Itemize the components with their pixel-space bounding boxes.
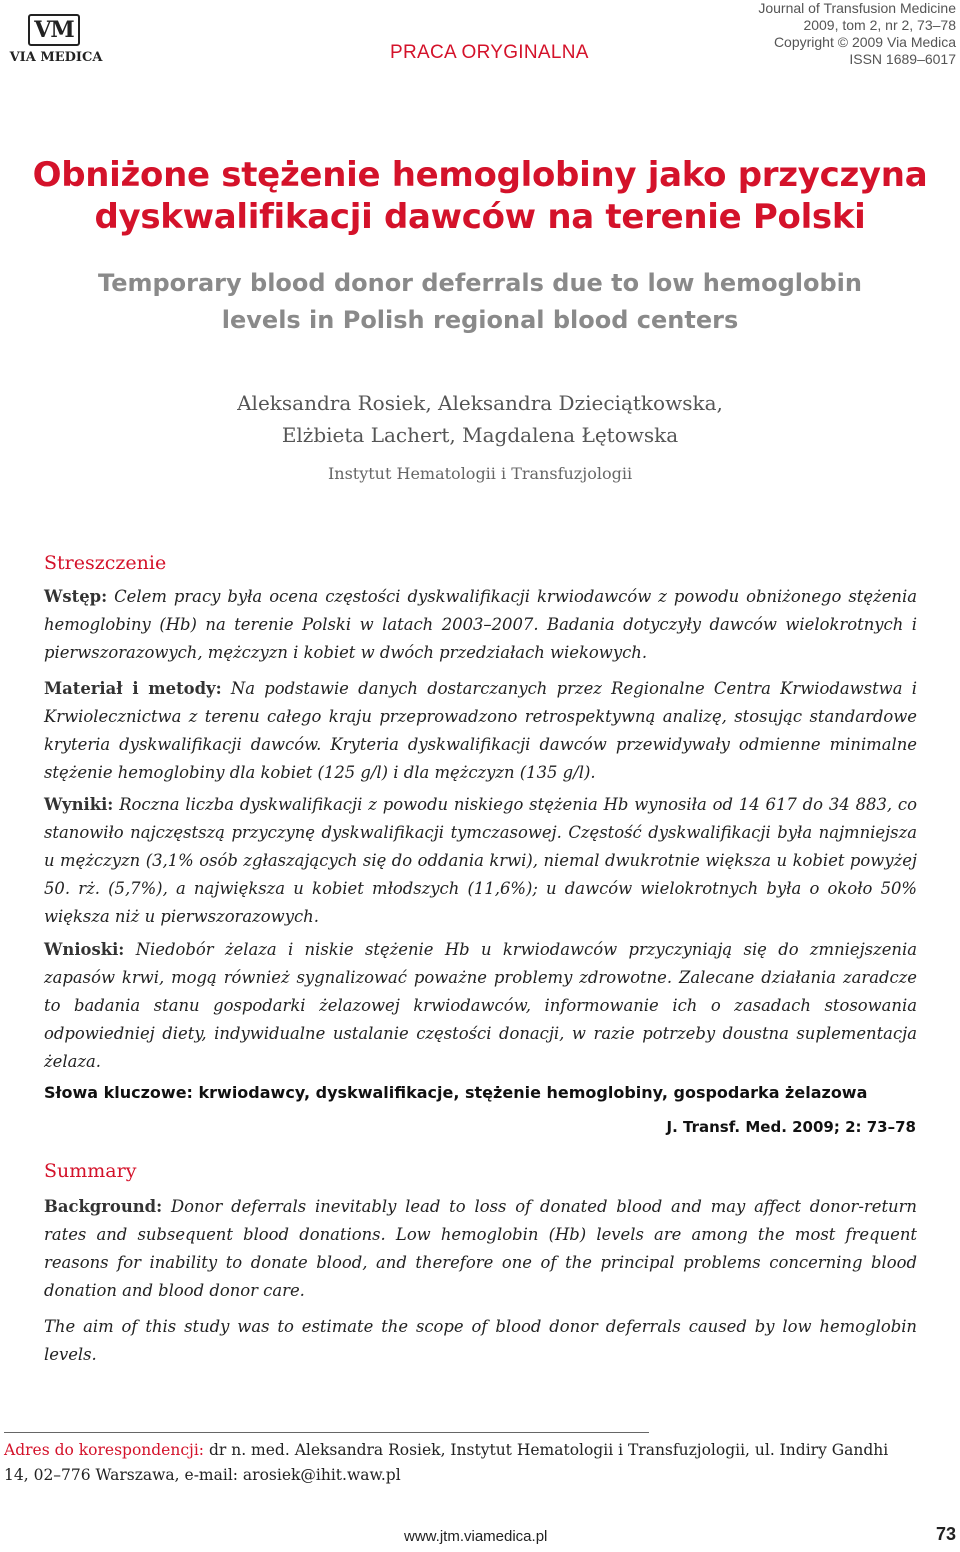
title-pl-line: Obniżone stężenie hemoglobiny jako przyczyna xyxy=(32,155,928,195)
paragraph-text: Celem pracy była ocena częstości dyskwalifikacji krwiodawców z powodu obniżonego stężenia hemoglobiny (Hb) na terenie Polski w latach 2003–2007. Badania dotyczyły dawców wielokrotnych i pierwszorazowych, mężczyzn i kobiet w dwóch przedziałach wiekowych. xyxy=(44,587,917,662)
title-en-line: levels in Polish regional blood centers xyxy=(221,306,739,334)
article-type: PRACA ORYGINALNA xyxy=(390,42,589,63)
citation: J. Transf. Med. 2009; 2: 73–78 xyxy=(666,1118,916,1136)
paragraph-text: Donor deferrals inevitably lead to loss of donated blood and may affect donor-return rates and subsequent blood donations. Low hemoglobin (Hb) levels are among the most frequent reasons for inability to donate blood, and therefore one of the principal problems concerning blood donation and blood donor care. xyxy=(44,1197,917,1300)
paragraph-lead: Wyniki: xyxy=(44,795,114,814)
abstract-paragraph-metody xyxy=(44,675,917,787)
keywords: Słowa kluczowe: krwiodawcy, dyskwalifikacje, stężenie hemoglobiny, gospodarka żelazowa xyxy=(44,1083,868,1102)
abstract-paragraph-wyniki xyxy=(44,791,917,931)
correspondence-label: Adres do korespondencji: xyxy=(4,1441,205,1459)
page-number: 73 xyxy=(935,1524,956,1544)
logo-name: VIA MEDICA xyxy=(9,50,103,65)
paragraph-text: Na podstawie danych dostarczanych przez Regionalne Centra Krwiodawstwa i Krwiolecznictwa z terenu całego kraju przeprowadzono retrospektywną analizę, stosując standardowe kryteria dyskwalifikacji dawców. Kryteria dyskwalifikacji dawców przewidywały odmienne minimalne stężenie hemoglobiny dla kobiet (125 g/l) i dla mężczyzn (135 g/l). xyxy=(44,679,917,782)
section-heading-streszczenie: Streszczenie xyxy=(44,552,167,574)
authors-line: Elżbieta Lachert, Magdalena Łętowska xyxy=(281,423,679,447)
institution: Instytut Hematologii i Transfuzjologii xyxy=(327,464,633,483)
correspondence-address xyxy=(4,1438,904,1488)
abstract-paragraph-wstep xyxy=(44,583,917,667)
footnote-divider xyxy=(4,1432,649,1433)
paragraph-text: Niedobór żelaza i niskie stężenie Hb u krwiodawców przyczyniają się do zmniejszenia zapasów krwi, mogą również sygnalizować poważne problemy zdrowotne. Zalecane działania zaradcze to badania stanu gospodarki żelazowej krwiodawców, informowanie ich o zasadach stosowania odpowiedniej diety, indywidualne ustalanie częstości donacji, w razie potrzeby doustna suplementacja żelaza. xyxy=(44,940,917,1071)
logo-mark: VM xyxy=(28,14,80,46)
paragraph-lead: Materiał i metody: xyxy=(44,679,222,698)
title-en-line: Temporary blood donor deferrals due to low hemoglobin xyxy=(98,269,862,297)
journal-info-line: Copyright © 2009 Via Medica xyxy=(773,34,956,50)
paragraph-text: The aim of this study was to estimate the scope of blood donor deferrals caused by low hemoglobin levels. xyxy=(44,1317,917,1364)
summary-paragraph-aim xyxy=(44,1313,917,1369)
summary-paragraph-background xyxy=(44,1193,917,1305)
journal-info xyxy=(758,0,956,68)
paragraph-text: Roczna liczba dyskwalifikacji z powodu niskiego stężenia Hb wynosiła od 14 617 do 34 883, co stanowiło najczęstszą przyczynę dyskwalifikacji tymczasowej. Częstość dyskwalifikacji była najmniejsza u mężczyzn (3,1% osób zgłaszających się do oddania krwi), niemal dwukrotnie większa u kobiet powyżej 50. rż. (5,7%), a największa u kobiet młodszych (11,6%); u dawców wielokrotnych była o około 50% większa niż u pierwszorazowych. xyxy=(44,795,917,926)
abstract-paragraph-wnioski xyxy=(44,936,917,1076)
publisher-logo xyxy=(4,14,104,66)
journal-info-line: ISSN 1689–6017 xyxy=(849,51,956,67)
authors-line: Aleksandra Rosiek, Aleksandra Dzieciątkowska, xyxy=(237,391,723,415)
paragraph-lead: Wnioski: xyxy=(44,940,125,959)
section-heading-summary: Summary xyxy=(44,1160,137,1182)
journal-info-line: 2009, tom 2, nr 2, 73–78 xyxy=(803,17,956,33)
title-pl-line: dyskwalifikacji dawców na terenie Polski xyxy=(94,197,866,237)
journal-info-line: Journal of Transfusion Medicine xyxy=(758,0,956,16)
paragraph-lead: Wstęp: xyxy=(44,587,108,606)
journal-website[interactable]: www.jtm.viamedica.pl xyxy=(404,1528,548,1545)
paragraph-lead: Background: xyxy=(44,1197,163,1216)
correspondence-text: dr n. med. Aleksandra Rosiek, Instytut Hematologii i Transfuzjologii, ul. Indiry Gandhi 14, 02–776 Warszawa, e-mail: arosiek@ihit.waw.pl xyxy=(4,1441,889,1484)
